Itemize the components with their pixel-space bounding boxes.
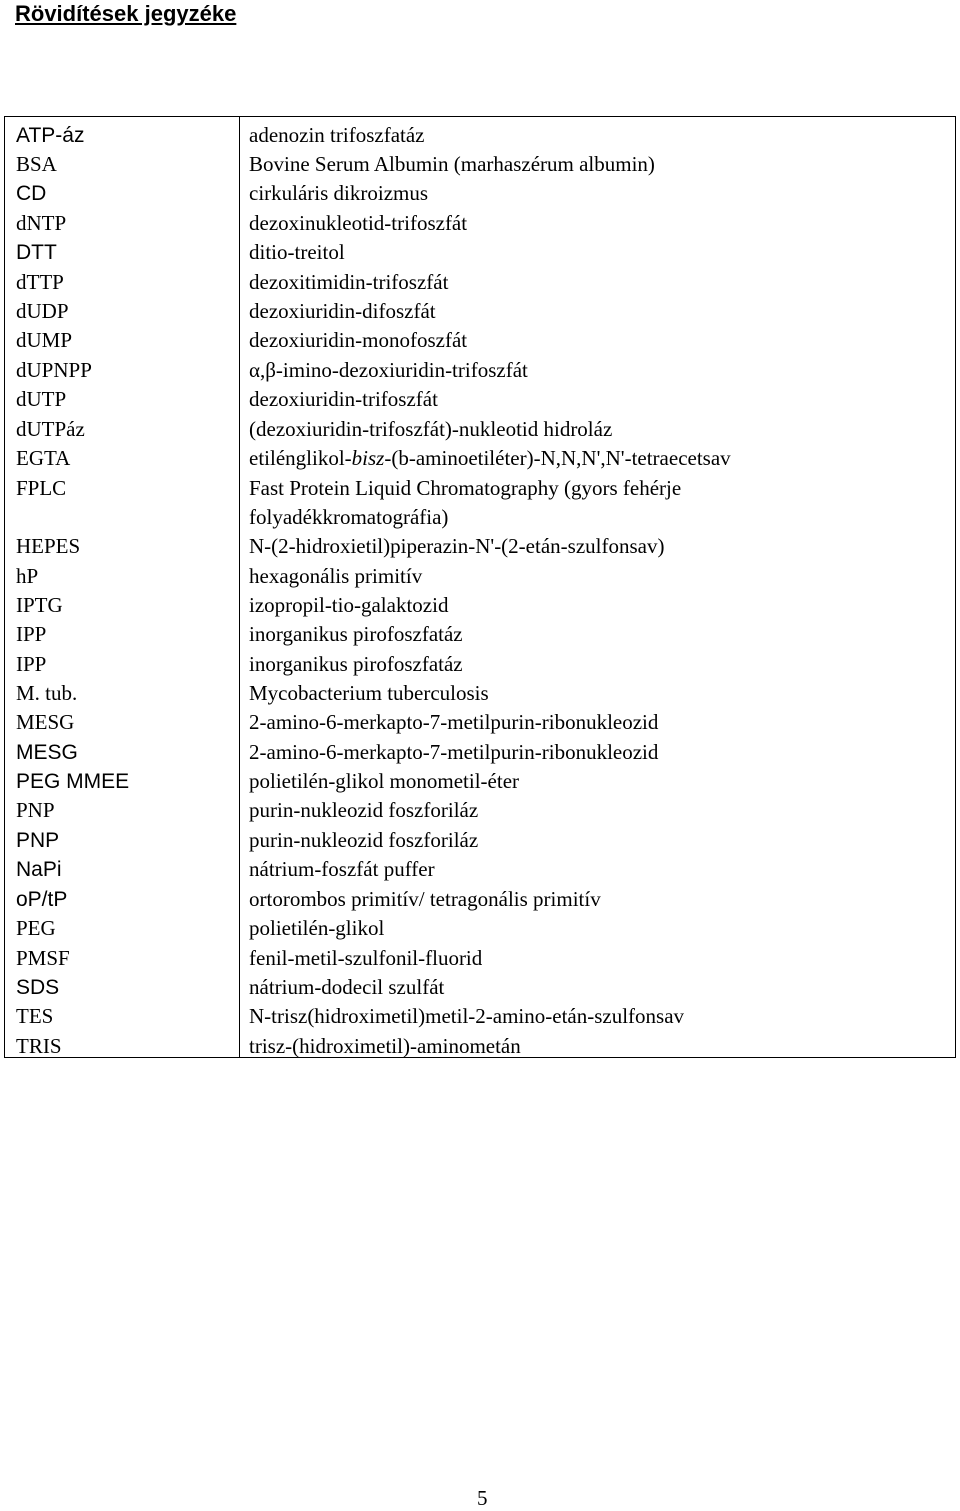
abbreviation: HEPES xyxy=(16,534,81,558)
abbreviation: dUMP xyxy=(16,328,73,352)
abbreviation: FPLC xyxy=(16,476,67,500)
abbreviation: IPP xyxy=(16,622,47,646)
abbreviation: PEG xyxy=(16,916,56,940)
definition: α,β-imino-dezoxiuridin-trifoszfát xyxy=(249,358,528,382)
definition: Bovine Serum Albumin (marhaszérum albumin) xyxy=(249,152,655,176)
definition: inorganikus pirofoszfatáz xyxy=(249,622,463,646)
definition: izopropil-tio-galaktozid xyxy=(249,593,449,617)
definition-continuation: folyadékkromatográfia) xyxy=(249,505,449,529)
abbreviation: BSA xyxy=(16,152,57,176)
definition: trisz-(hidroximetil)-aminometán xyxy=(249,1034,521,1058)
definition: purin-nukleozid foszforiláz xyxy=(249,798,479,822)
definition: cirkuláris dikroizmus xyxy=(249,181,429,205)
definition: ditio-treitol xyxy=(249,240,345,264)
page-number: 5 xyxy=(477,1486,488,1510)
definition: nátrium-dodecil szulfát xyxy=(249,975,445,999)
definition-part: -(b-aminoetiléter)-N,N,N',N'-tetraecetsav xyxy=(384,446,731,470)
definition: dezoxinukleotid-trifoszfát xyxy=(249,211,468,235)
definition: 2-amino-6-merkapto-7-metilpurin-ribonukleozid xyxy=(249,740,659,764)
abbreviation: dUPNPP xyxy=(16,358,92,382)
abbreviation: MESG xyxy=(16,710,75,734)
abbreviation: dNTP xyxy=(16,211,67,235)
abbreviation: PEG MMEE xyxy=(16,770,130,793)
definition: 2-amino-6-merkapto-7-metilpurin-ribonukleozid xyxy=(249,710,659,734)
definition: Fast Protein Liquid Chromatography (gyors fehérje xyxy=(249,476,682,500)
abbreviation: NaPi xyxy=(16,858,62,881)
definition: hexagonális primitív xyxy=(249,564,423,588)
definition: adenozin trifoszfatáz xyxy=(249,123,425,147)
abbreviation: dUTPáz xyxy=(16,417,85,441)
definition: (dezoxiuridin-trifoszfát)-nukleotid hidroláz xyxy=(249,417,613,441)
abbreviation: M. tub. xyxy=(16,681,78,705)
abbreviation: PNP xyxy=(16,829,60,852)
abbreviation: PMSF xyxy=(16,946,70,970)
page-title: Rövidítések jegyzéke xyxy=(15,1,237,26)
abbreviation: TRIS xyxy=(16,1034,62,1058)
abbreviation: dTTP xyxy=(16,270,64,294)
abbreviation: SDS xyxy=(16,976,60,999)
abbreviation: EGTA xyxy=(16,446,71,470)
definition: dezoxitimidin-trifoszfát xyxy=(249,270,449,294)
definition: N-trisz(hidroximetil)metil-2-amino-etán-szulfonsav xyxy=(249,1004,685,1028)
definition: polietilén-glikol monometil-éter xyxy=(249,769,520,793)
abbreviation: dUDP xyxy=(16,299,69,323)
definition-italic-part: bisz xyxy=(351,446,385,470)
definition: fenil-metil-szulfonil-fluorid xyxy=(249,946,483,970)
abbreviation-table xyxy=(4,116,956,1058)
abbreviation: oP/tP xyxy=(16,888,68,911)
abbreviation: PNP xyxy=(16,798,55,822)
abbreviation: hP xyxy=(16,564,39,588)
definition: ortorombos primitív/ tetragonális primitív xyxy=(249,887,601,911)
definition: dezoxiuridin-trifoszfát xyxy=(249,387,438,411)
definition-part: etilénglikol- xyxy=(249,446,352,470)
definition: dezoxiuridin-monofoszfát xyxy=(249,328,468,352)
abbreviation: dUTP xyxy=(16,387,67,411)
column-divider xyxy=(239,117,240,1057)
abbreviation: MESG xyxy=(16,741,78,764)
abbreviation: ATP-áz xyxy=(16,124,85,147)
abbreviation: DTT xyxy=(16,241,57,264)
definition: dezoxiuridin-difoszfát xyxy=(249,299,436,323)
abbreviation: IPP xyxy=(16,652,47,676)
definition: purin-nukleozid foszforiláz xyxy=(249,828,479,852)
definition: nátrium-foszfát puffer xyxy=(249,857,435,881)
definition: N-(2-hidroxietil)piperazin-N'-(2-etán-szulfonsav) xyxy=(249,534,665,558)
definition: polietilén-glikol xyxy=(249,916,385,940)
definition: Mycobacterium tuberculosis xyxy=(249,681,489,705)
abbreviation: TES xyxy=(16,1004,54,1028)
definition: inorganikus pirofoszfatáz xyxy=(249,652,463,676)
abbreviation: CD xyxy=(16,182,47,205)
definition xyxy=(249,444,731,473)
abbreviation: IPTG xyxy=(16,593,63,617)
